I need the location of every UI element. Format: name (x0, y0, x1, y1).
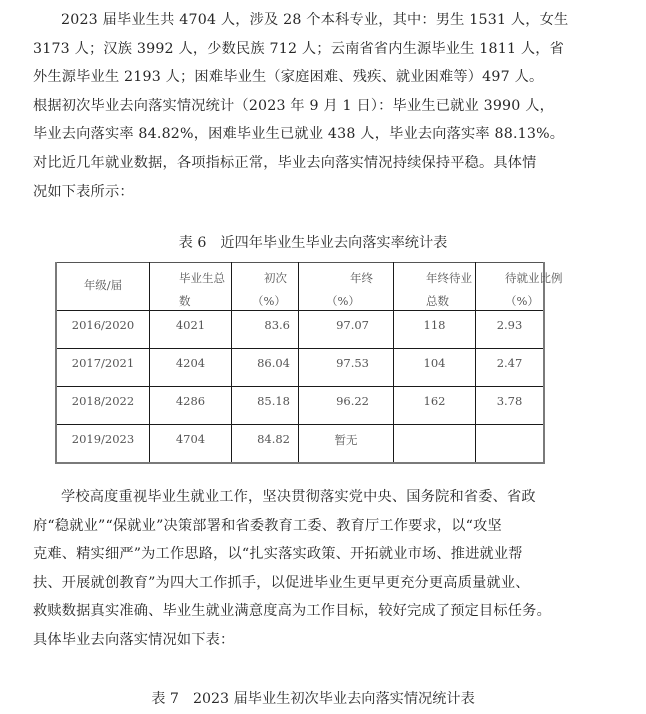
paragraph-line: 府“稳就业”“保就业”决策部署和省委教育工委、教育厅工作要求，以“攻坚 (33, 517, 502, 534)
paragraph-line: 况如下表所示： (33, 183, 134, 200)
paragraph-line: 学校高度重视毕业生就业工作，坚决贯彻落实党中央、国务院和省委、省政 (61, 489, 536, 505)
cell-total: 4021 (150, 311, 232, 349)
paragraph-line: 扶、开展就创教育”为四大工作抓手，以促进毕业生更早更充分更高质量就业、 (33, 574, 530, 591)
table6-placement-rate (55, 262, 563, 464)
header-total-graduates: 毕业生总 数 (150, 263, 232, 311)
paragraph-line: 3173 人；汉族 3992 人，少数民族 712 人；云南省省内生源毕业生 1811 人，省 (33, 40, 565, 57)
cell-cohort: 2017/2021 (56, 349, 150, 387)
paragraph-line: 对比近几年就业数据，各项指标正常，毕业去向落实情况持续保持平稳。具体情 (33, 154, 537, 171)
cell-year-end: 96.22 (299, 387, 394, 425)
cell-unemployed: 162 (394, 387, 476, 425)
table-row (56, 311, 544, 349)
cell-year-end: 97.53 (299, 349, 394, 387)
employment-work-paragraph (33, 483, 613, 655)
cell-initial: 83.6 (232, 311, 299, 349)
table-header-row (56, 263, 544, 311)
paragraph-line: 外生源毕业生 2193 人；困难毕业生（家庭困难、残疾、就业困难等）497 人。 (33, 69, 544, 86)
cell-cohort: 2016/2020 (56, 311, 150, 349)
paragraph-line: 2023 届毕业生共 4704 人，涉及 28 个本科专业，其中：男生 1531 人，女生 (61, 12, 569, 28)
cell-unemployed: 104 (394, 349, 476, 387)
table7-caption-number: 表 7 (151, 691, 179, 707)
cell-ratio: 2.93 (476, 311, 545, 349)
header-year-end-unemployed: 年终待业 总数 (394, 263, 476, 311)
cell-year-end: 97.07 (299, 311, 394, 349)
cell-ratio: 3.78 (476, 387, 545, 425)
table7-caption (0, 688, 646, 708)
intro-paragraph (33, 6, 613, 206)
header-cohort: 年级/届 (56, 263, 150, 311)
paragraph-line: 救赎数据真实准确、毕业生就业满意度高为工作目标，较好完成了预定目标任务。 (33, 603, 551, 620)
cell-total: 4704 (150, 425, 232, 464)
cell-initial: 86.04 (232, 349, 299, 387)
table7-caption-title: 2023 届毕业生初次毕业去向落实情况统计表 (192, 691, 475, 707)
cell-unemployed: 118 (394, 311, 476, 349)
table6-caption-number: 表 6 (178, 235, 207, 251)
cell-ratio (476, 425, 545, 464)
paragraph-line: 根据初次毕业去向落实情况统计（2023 年 9 月 1 日）：毕业生已就业 3990 人， (33, 97, 554, 114)
cell-initial: 84.82 (232, 425, 299, 464)
paragraph-line: 克难、精实细严”为工作思路，以“扎实落实政策、开拓就业市场、推进就业帮 (33, 546, 523, 563)
cell-cohort: 2018/2022 (56, 387, 150, 425)
cell-cohort: 2019/2023 (56, 425, 150, 464)
table6-caption-title: 近四年毕业生毕业去向落实率统计表 (220, 235, 448, 251)
table-row (56, 387, 544, 425)
table-row (56, 425, 544, 464)
paragraph-line: 具体毕业去向落实情况如下表： (33, 631, 235, 648)
cell-ratio: 2.47 (476, 349, 545, 387)
cell-unemployed (394, 425, 476, 464)
cell-year-end: 暂无 (299, 425, 394, 464)
header-initial-rate: 初次 （%） (232, 263, 299, 311)
table6-caption (0, 232, 646, 252)
cell-total: 4286 (150, 387, 232, 425)
table-row (56, 349, 544, 387)
cell-initial: 85.18 (232, 387, 299, 425)
paragraph-line: 毕业去向落实率 84.82%，困难毕业生已就业 438 人，毕业去向落实率 88.13%。 (33, 126, 565, 143)
header-year-end-rate: 年终 （%） (299, 263, 394, 311)
header-unemployment-ratio: 待就业比例 （%） (476, 263, 545, 311)
cell-total: 4204 (150, 349, 232, 387)
